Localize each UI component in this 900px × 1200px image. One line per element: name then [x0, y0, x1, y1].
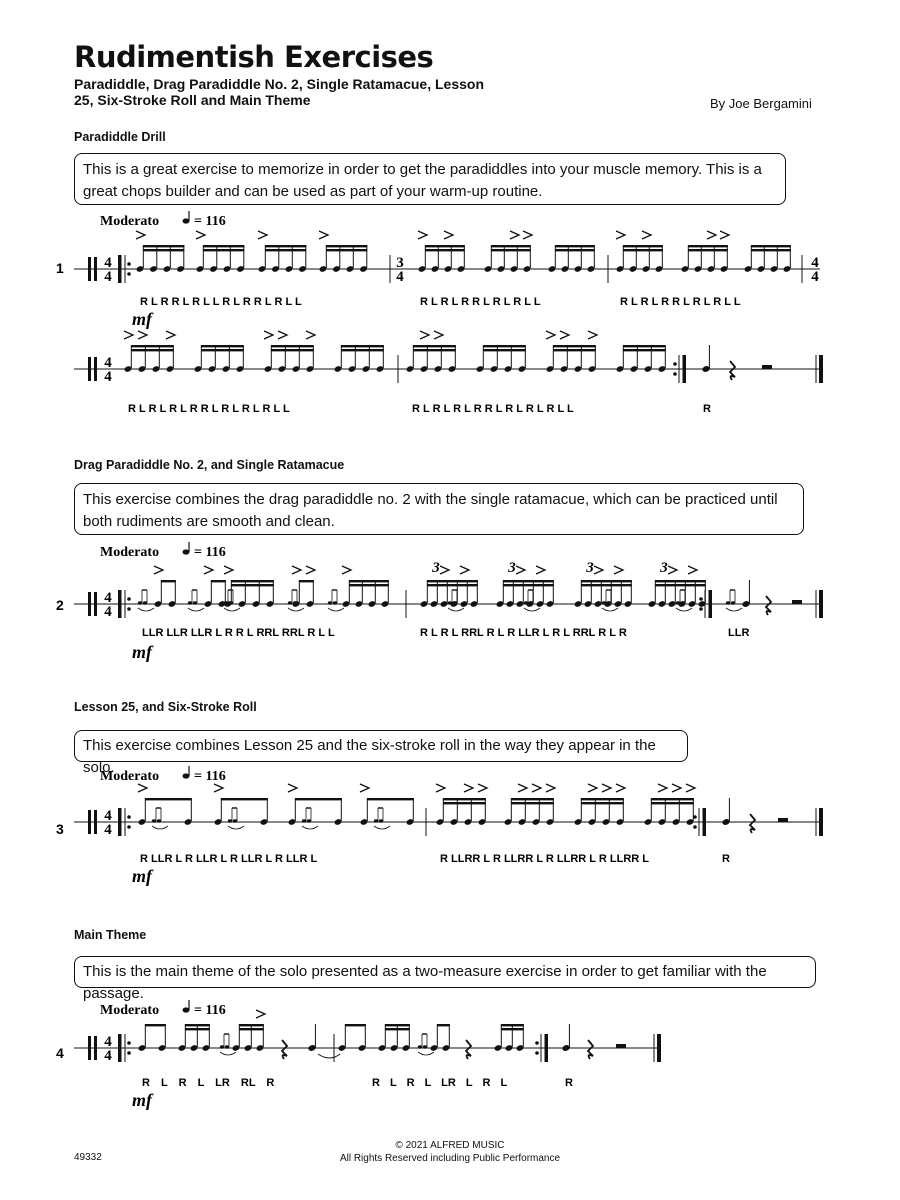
accent-mark: [319, 231, 328, 239]
note-beam: [623, 249, 663, 251]
repeat-end-barline: [683, 355, 687, 383]
accent-mark: [306, 566, 315, 574]
repeat-dot: [127, 607, 131, 611]
exercise-number: 4: [56, 1045, 64, 1061]
note-beam: [751, 245, 791, 247]
note-beam: [751, 249, 791, 251]
accent-mark: [444, 231, 453, 239]
exercise-1-system-2: [0, 325, 900, 445]
accent-mark: [342, 566, 351, 574]
note-beam: [427, 580, 478, 582]
quarter-rest-icon: [766, 596, 771, 615]
sticking-measure-4: R L R L R L R R L R L R L R L L: [128, 403, 290, 415]
slur: [228, 826, 244, 829]
note-beam: [581, 802, 624, 804]
accent-mark: [516, 566, 525, 574]
accent-mark: [136, 231, 145, 239]
slur: [288, 608, 304, 611]
note-beam: [553, 345, 596, 347]
accent-mark: [602, 784, 611, 792]
note-beam: [413, 345, 456, 347]
accent-mark: [360, 784, 369, 792]
grace-note-head: [328, 601, 332, 604]
repeat-dot: [699, 597, 703, 601]
repeat-start-barline: [118, 1034, 122, 1062]
accent-mark: [518, 784, 527, 792]
exercise-3-system: [0, 762, 900, 886]
note-beam: [367, 798, 414, 800]
time-signature-bottom: 4: [396, 269, 404, 285]
exercise-number: 2: [56, 597, 64, 613]
time-signature-bottom: 4: [104, 369, 112, 385]
accent-mark: [588, 331, 597, 339]
half-rest-icon: [778, 818, 788, 822]
repeat-start-barline: [118, 255, 122, 283]
grace-note-head: [157, 819, 161, 822]
repeat-dot: [127, 1051, 131, 1055]
accent-mark: [460, 566, 469, 574]
repeat-dot: [127, 825, 131, 829]
note-beam: [483, 345, 526, 347]
note-beam: [491, 249, 531, 251]
time-signature-top: 4: [104, 1034, 112, 1050]
repeat-dot: [535, 1041, 539, 1045]
note-beam: [511, 802, 554, 804]
note-beam: [201, 345, 244, 347]
slur: [726, 608, 742, 611]
accent-mark: [434, 331, 443, 339]
note-beam: [385, 1024, 410, 1026]
tempo-marking: Moderato: [100, 1003, 160, 1018]
accent-mark: [688, 566, 697, 574]
repeat-start-barline: [118, 590, 122, 618]
exercise-4-system: [0, 996, 900, 1116]
note-beam: [491, 245, 531, 247]
note-beam: [427, 584, 478, 586]
note-beam: [623, 349, 666, 351]
note-beam: [345, 1024, 366, 1026]
note-beam: [299, 580, 314, 582]
accent-mark: [532, 784, 541, 792]
tuplet-3-label: 3: [432, 560, 440, 576]
accent-mark: [478, 784, 487, 792]
repeat-end-barline: [545, 1034, 549, 1062]
section-note-lesson-25: This exercise combines Lesson 25 and the six-stroke roll in the way they appear in the solo.: [74, 730, 688, 762]
final-barline: [819, 590, 823, 618]
note-beam: [143, 249, 184, 251]
dynamic-mf: mf: [132, 1090, 152, 1110]
tie: [318, 1054, 340, 1058]
time-signature-top: 4: [104, 808, 112, 824]
accent-mark: [292, 566, 301, 574]
grace-note-head: [233, 819, 237, 822]
note-beam: [265, 249, 306, 251]
grace-note-head: [143, 601, 147, 604]
accent-mark: [440, 566, 449, 574]
section-title-lesson-25: Lesson 25, and Six-Stroke Roll: [74, 700, 257, 714]
time-signature-top: 4: [104, 355, 112, 371]
section-note-drag-paradiddle: This exercise combines the drag paradiddle no. 2 with the single ratamacue, which can be practiced until both rudiments are smooth and clean.: [74, 483, 804, 535]
note-beam: [271, 349, 314, 351]
accent-mark: [546, 784, 555, 792]
note-beam: [131, 345, 174, 347]
note-beam: [623, 245, 663, 247]
sticking-measure-2: R L R L R R L R L R L L: [420, 296, 541, 308]
slur: [224, 608, 240, 611]
note-beam: [623, 345, 666, 347]
dynamic-mf: mf: [132, 866, 152, 886]
note-beam: [581, 798, 624, 800]
grace-note-head: [418, 1045, 422, 1048]
exercise-number: 1: [56, 260, 64, 276]
note-beam: [341, 349, 384, 351]
note-beam: [425, 249, 465, 251]
rights-notice: All Rights Reserved including Public Performance: [339, 1153, 561, 1164]
note-beam: [201, 349, 244, 351]
accent-mark: [196, 231, 205, 239]
tuplet-3-label: 3: [660, 560, 668, 576]
note-beam: [555, 245, 595, 247]
tempo-marking: Moderato: [100, 545, 160, 560]
accent-mark: [560, 331, 569, 339]
sticking-measure-1: R LLR L R LLR L R LLR L R LLR L: [140, 853, 318, 865]
accent-mark: [510, 231, 519, 239]
accent-mark: [306, 331, 315, 339]
grace-note-head: [152, 819, 156, 822]
note-beam: [185, 1028, 210, 1030]
note-beam: [203, 249, 244, 251]
grace-note-head: [731, 601, 735, 604]
section-title-main-theme: Main Theme: [74, 928, 147, 942]
slur: [152, 826, 168, 829]
accent-mark: [420, 331, 429, 339]
slur: [302, 826, 318, 829]
note-beam: [341, 345, 384, 347]
grace-note-head: [374, 819, 378, 822]
note-beam: [349, 584, 389, 586]
note-beam: [145, 1024, 166, 1026]
grace-note-head: [726, 601, 730, 604]
accent-mark: [154, 566, 163, 574]
percussion-clef-icon: [88, 357, 91, 381]
percussion-clef-icon: [88, 1036, 91, 1060]
accent-mark: [536, 566, 545, 574]
slur: [220, 1052, 236, 1055]
note-beam: [271, 345, 314, 347]
grace-note-head: [220, 1045, 224, 1048]
page-subtitle: Paradiddle, Drag Paradiddle No. 2, Single Ratamacue, Lesson 25, Six-Stroke Roll and Main Theme: [74, 76, 485, 108]
grace-note-head: [193, 601, 197, 604]
repeat-end-barline: [709, 590, 713, 618]
slur: [374, 826, 390, 829]
accent-mark: [464, 784, 473, 792]
copyright-notice: © 2021 ALFRED MUSIC: [395, 1140, 505, 1151]
sticking-measure-3: R L R L R R L R L R L L: [620, 296, 741, 308]
sticking-measure-2: R L R L RRL R L R LLR L R L RRL R L R: [420, 627, 627, 639]
grace-note-head: [225, 1045, 229, 1048]
time-signature-top: 4: [104, 590, 112, 606]
slur: [328, 608, 344, 611]
accent-mark: [616, 784, 625, 792]
repeat-dot: [535, 1051, 539, 1055]
slur: [602, 608, 618, 611]
accent-mark: [138, 331, 147, 339]
final-barline: [819, 355, 823, 383]
repeat-dot: [127, 262, 131, 266]
percussion-clef-icon: [88, 810, 91, 834]
percussion-clef-icon: [94, 1036, 97, 1060]
slur: [524, 608, 540, 611]
note-beam: [503, 580, 554, 582]
half-rest-icon: [792, 600, 802, 604]
accent-mark: [588, 784, 597, 792]
sticking-measure-5: R L R L R L R R L R L R L R L L: [412, 403, 574, 415]
quarter-rest-icon: [282, 1040, 287, 1059]
slur: [418, 1052, 434, 1055]
accent-mark: [224, 566, 233, 574]
note-beam: [503, 584, 554, 586]
exercise-1-system-1: [0, 205, 900, 329]
note-beam: [231, 584, 273, 586]
accent-mark: [614, 566, 623, 574]
repeat-dot: [693, 825, 697, 829]
repeat-dot: [699, 607, 703, 611]
grace-note-head: [288, 601, 292, 604]
tempo-bpm: = 116: [194, 769, 226, 784]
slur: [676, 608, 692, 611]
percussion-clef-icon: [88, 257, 91, 281]
tempo-marking: Moderato: [100, 214, 160, 229]
note-beam: [581, 584, 632, 586]
accent-mark: [166, 331, 175, 339]
note-beam: [385, 1028, 410, 1030]
note-beam: [161, 580, 176, 582]
accent-mark: [546, 331, 555, 339]
sticking-measure-2: R LLRR L R LLRR L R LLRR L R LLRR L: [440, 853, 649, 865]
note-beam: [326, 249, 367, 251]
note-beam: [211, 580, 226, 582]
section-title-drag-paradiddle: Drag Paradiddle No. 2, and Single Ratamacue: [74, 458, 345, 472]
grace-note-head: [302, 819, 306, 822]
note-beam: [651, 798, 694, 800]
time-signature-top: 4: [811, 255, 819, 271]
grace-note-head: [379, 819, 383, 822]
final-barline: [819, 808, 823, 836]
note-beam: [555, 249, 595, 251]
sticking-measure-1: R L R L LR RL R: [142, 1077, 275, 1089]
note-beam: [443, 802, 486, 804]
note-beam: [483, 349, 526, 351]
note-beam: [413, 349, 456, 351]
accent-mark: [436, 784, 445, 792]
grace-note-head: [333, 601, 337, 604]
grace-note-head: [307, 819, 311, 822]
repeat-dot: [127, 815, 131, 819]
time-signature-top: 3: [396, 255, 404, 271]
slur: [138, 608, 154, 611]
final-barline: [657, 1034, 661, 1062]
note-beam: [581, 580, 632, 582]
tuplet-3-label: 3: [508, 560, 516, 576]
quarter-rest-icon: [730, 361, 735, 380]
grace-note-head: [423, 1045, 427, 1048]
slur: [188, 608, 204, 611]
repeat-start-barline: [118, 808, 122, 836]
accent-mark: [594, 566, 603, 574]
accent-mark: [418, 231, 427, 239]
section-note-main-theme: This is the main theme of the solo presented as a two-measure exercise in order to get familiar with the passage.: [74, 956, 816, 988]
percussion-clef-icon: [94, 357, 97, 381]
accent-mark: [523, 231, 532, 239]
accent-mark: [256, 1010, 265, 1018]
grace-note-head: [228, 819, 232, 822]
note-beam: [326, 245, 367, 247]
note-beam: [203, 245, 244, 247]
repeat-dot: [127, 272, 131, 276]
repeat-dot: [127, 597, 131, 601]
sticking-measure-1: R L R R L R L L R L R R L R L L: [140, 296, 302, 308]
quarter-rest-icon: [466, 1040, 471, 1059]
note-beam: [231, 580, 273, 582]
note-beam: [655, 584, 706, 586]
dynamic-mf: mf: [132, 642, 152, 662]
accent-mark: [642, 231, 651, 239]
accent-mark: [264, 331, 273, 339]
tempo-marking: Moderato: [100, 769, 160, 784]
accent-mark: [278, 331, 287, 339]
percussion-clef-icon: [94, 810, 97, 834]
time-signature-bottom: 4: [104, 604, 112, 620]
accent-mark: [668, 566, 677, 574]
accent-mark: [720, 231, 729, 239]
note-beam: [437, 1024, 450, 1026]
note-beam: [265, 245, 306, 247]
time-signature-top: 4: [104, 255, 112, 271]
note-beam: [131, 349, 174, 351]
time-signature-bottom: 4: [104, 269, 112, 285]
quarter-rest-icon: [750, 814, 755, 833]
sticking-measure-1: LLR LLR LLR L R R L RRL RRL R L L: [142, 627, 335, 639]
sticking-measure-3: R: [565, 1077, 573, 1089]
exercise-2-system: [0, 536, 900, 662]
page-title: Rudimentish Exercises: [74, 40, 434, 74]
time-signature-bottom: 4: [104, 822, 112, 838]
note-beam: [349, 580, 389, 582]
percussion-clef-icon: [88, 592, 91, 616]
tuplet-3-label: 3: [586, 560, 594, 576]
note-beam: [295, 798, 342, 800]
note-beam: [688, 249, 728, 251]
note-beam: [443, 798, 486, 800]
note-beam: [511, 798, 554, 800]
catalog-number: 49332: [74, 1152, 102, 1163]
slur: [448, 608, 464, 611]
sticking-measure-3: R: [722, 853, 730, 865]
repeat-dot: [693, 815, 697, 819]
sticking-measure-2: R L R L LR L R L: [372, 1077, 508, 1089]
tempo-bpm: = 116: [194, 1003, 226, 1018]
exercise-number: 3: [56, 821, 64, 837]
dynamic-mf: mf: [132, 309, 152, 329]
note-beam: [425, 245, 465, 247]
accent-mark: [288, 784, 297, 792]
note-beam: [143, 245, 184, 247]
accent-mark: [214, 784, 223, 792]
accent-mark: [672, 784, 681, 792]
grace-note-head: [188, 601, 192, 604]
accent-mark: [658, 784, 667, 792]
accent-mark: [707, 231, 716, 239]
section-note-paradiddle: This is a great exercise to memorize in order to get the paradiddles into your muscle memory. This is a great chops builder and can be used as part of your warm-up routine.: [74, 153, 786, 205]
note-beam: [221, 798, 267, 800]
note-beam: [651, 802, 694, 804]
repeat-dot: [673, 362, 677, 366]
note-beam: [553, 349, 596, 351]
repeat-dot: [673, 372, 677, 376]
note-beam: [501, 1028, 524, 1030]
accent-mark: [258, 231, 267, 239]
tempo-bpm: = 116: [194, 214, 226, 229]
note-beam: [655, 580, 706, 582]
sticking-measure-6: R: [703, 403, 711, 415]
time-signature-bottom: 4: [811, 269, 819, 285]
quarter-rest-icon: [588, 1040, 593, 1059]
sticking-measure-3: LLR: [728, 627, 750, 639]
accent-mark: [124, 331, 133, 339]
accent-mark: [616, 231, 625, 239]
time-signature-bottom: 4: [104, 1048, 112, 1064]
accent-mark: [204, 566, 213, 574]
note-beam: [185, 1024, 210, 1026]
note-beam: [501, 1024, 524, 1026]
half-rest-icon: [616, 1044, 626, 1048]
note-beam: [688, 245, 728, 247]
repeat-end-barline: [703, 808, 707, 836]
section-title-paradiddle-drill: Paradiddle Drill: [74, 130, 166, 144]
note-beam: [239, 1024, 263, 1026]
percussion-clef-icon: [94, 592, 97, 616]
percussion-clef-icon: [94, 257, 97, 281]
note-beam: [239, 1028, 263, 1030]
accent-mark: [138, 784, 147, 792]
half-rest-icon: [762, 365, 772, 369]
grace-note-head: [138, 601, 142, 604]
repeat-dot: [127, 1041, 131, 1045]
accent-mark: [686, 784, 695, 792]
tempo-bpm: = 116: [194, 545, 226, 560]
author-credit: By Joe Bergamini: [710, 96, 812, 111]
note-beam: [145, 798, 192, 800]
